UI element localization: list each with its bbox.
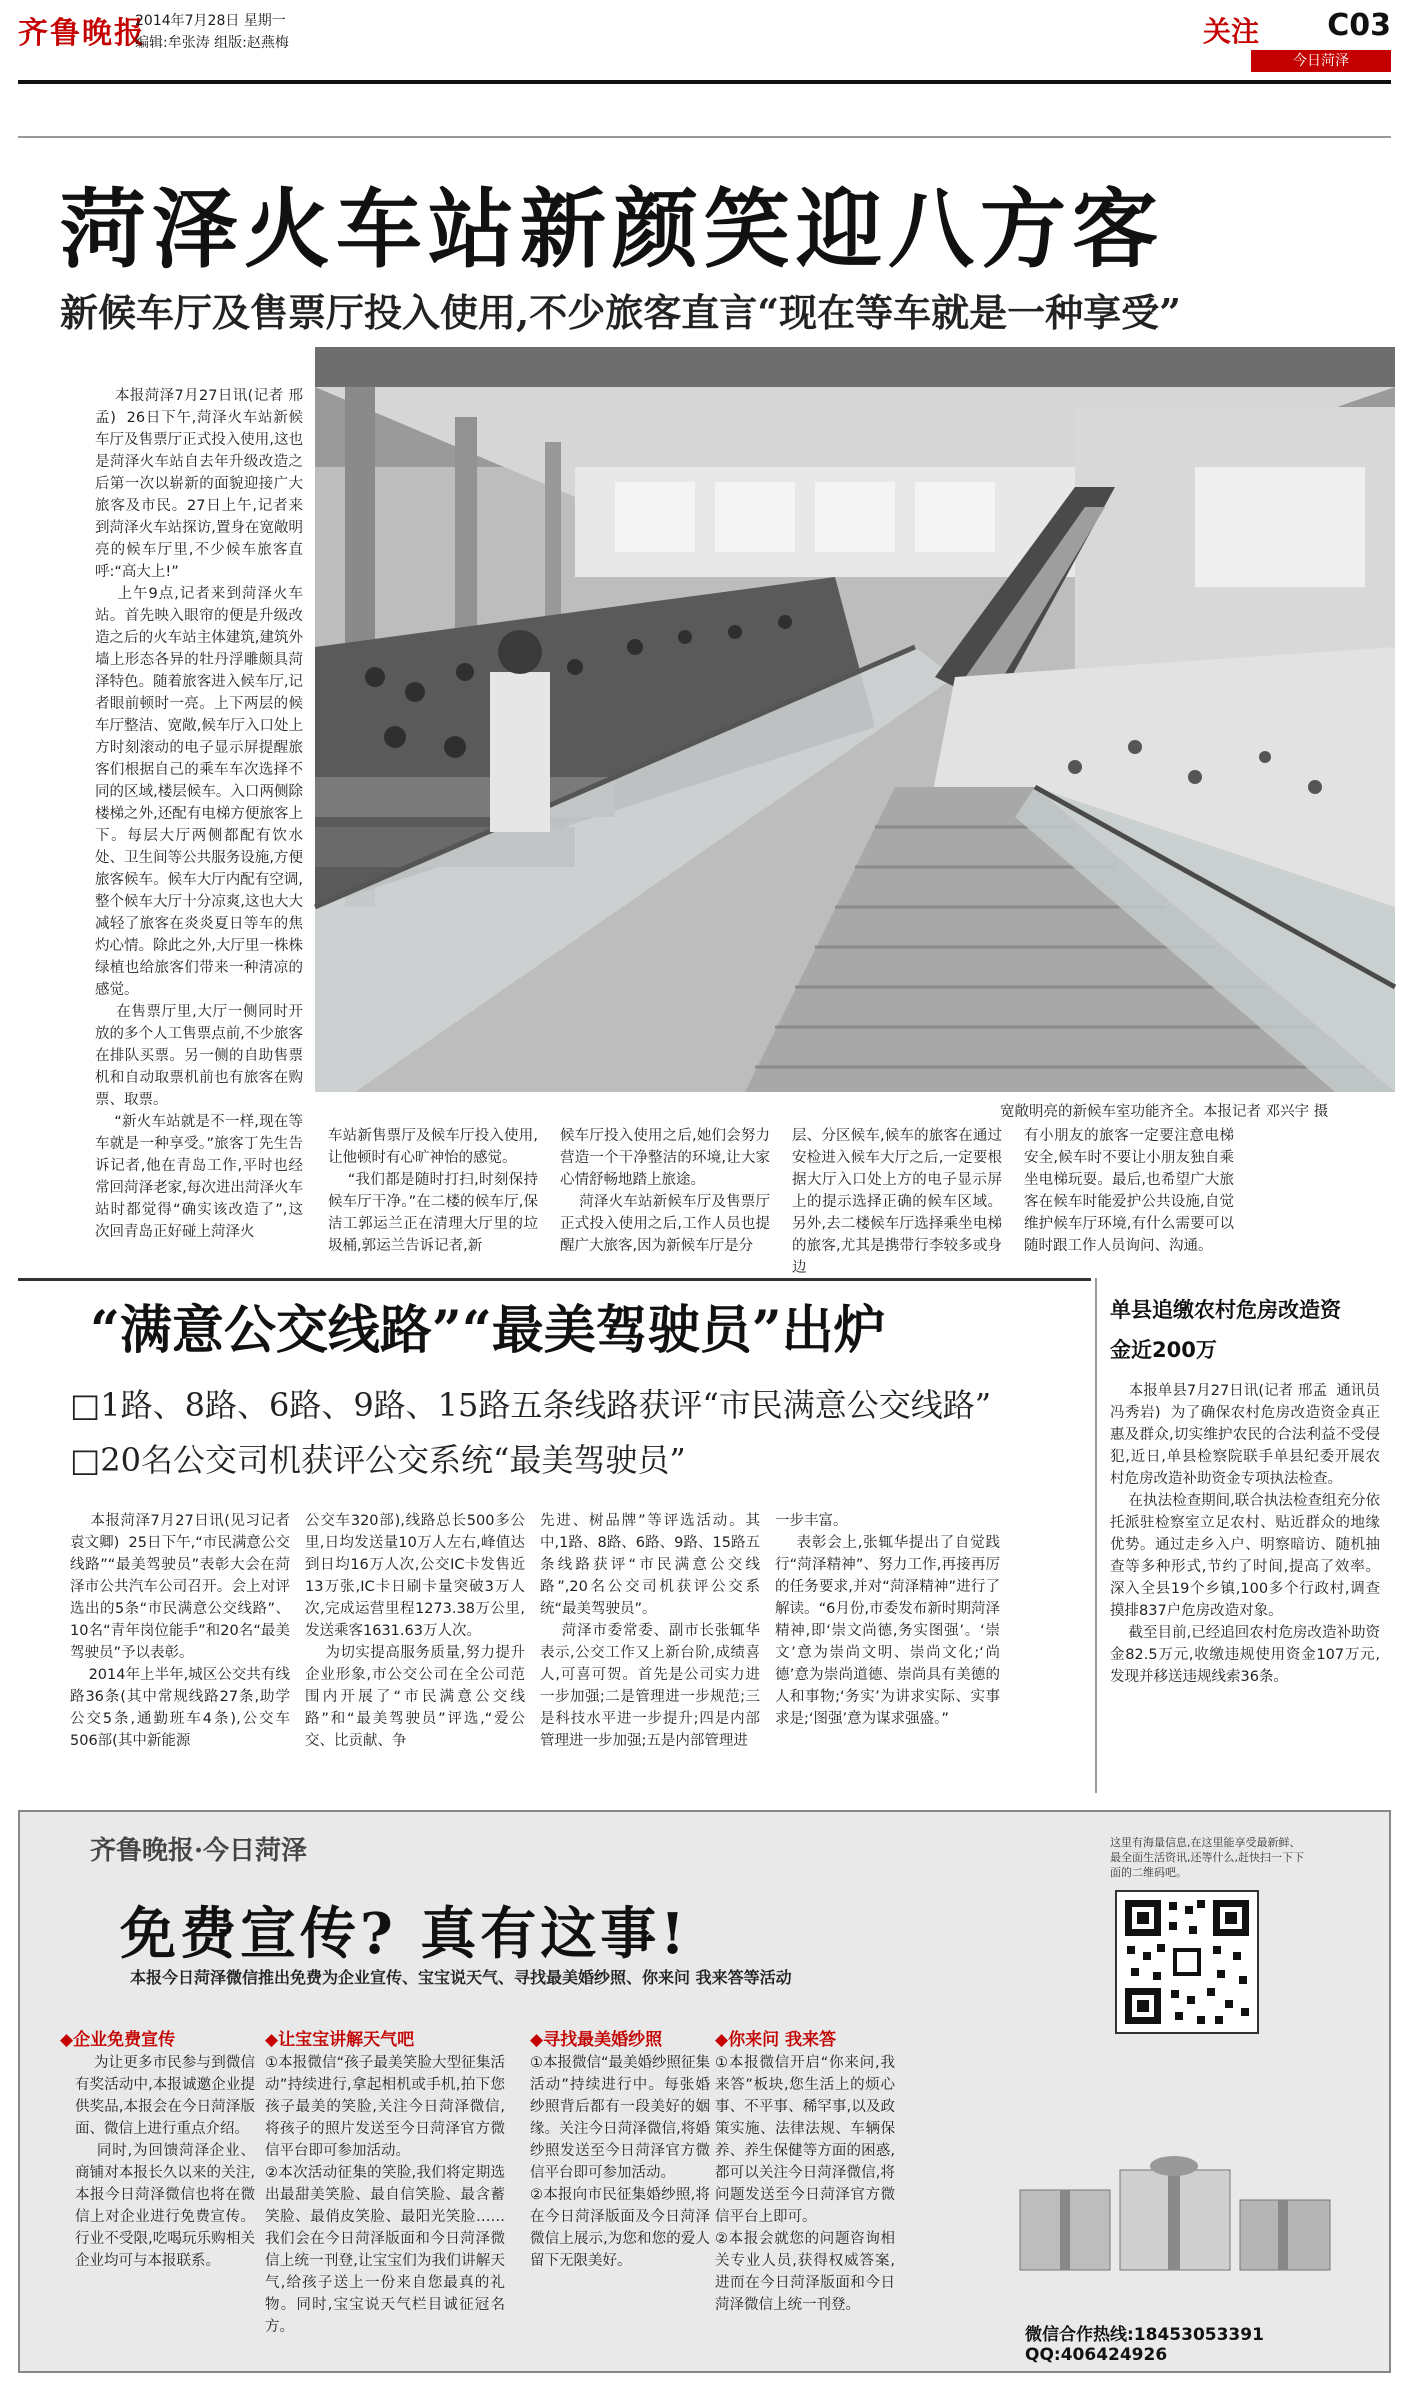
- article1-col1: 本报菏泽7月27日讯(记者 邢孟) 26日下午,菏泽火车站新候车厅及售票厅正式投入使用,这也是菏泽火车站自去年升级改造之后第一次以崭新的面貌迎接广大旅客及市民。27日上午,记者来到菏泽火车站探访,置身在宽敞明亮的候车厅里,不少候车旅客直呼:“高大上!” 上午9点,记者来到菏泽火车站。首先映入眼帘的便是升级改造之后的火车站主体建筑,建筑外墙上形态各异的牡丹浮雕颇具菏泽特色。随着旅客进入候车厅,记者眼前顿时一亮。上下两层的候车厅整洁、宽敞,候车厅入口处上方时刻滚动的电子显示屏提醒旅客们根据自己的乘车车次选择不同的区域,楼层候车。入口两侧除楼梯之外,还配有电梯方便旅客上下。每层大厅两侧都配有饮水处、卫生间等公共服务设施,方便旅客候车。候车大厅内配有空调,整个候车大厅十分凉爽,这也大大减轻了旅客在炎炎夏日等车的焦灼心情。除此之外,大厅里一株株绿植也给旅客们带来一种清凉的感觉。 在售票厅里,大厅一侧同时开放的多个人工售票点前,不少旅客在排队买票。另一侧的自助售票机和自动取票机前也有旅客在购票、取票。 “新火车站就是不一样,现在等车就是一种享受。”旅客丁先生告诉记者,他在青岛工作,平时也经常回菏泽老家,每次进出菏泽火车站时都觉得“确实该改造了”,这次回青岛正好碰上菏泽火: [95, 388, 304, 1240]
- article2-col2: 公交车320部),线路总长500多公里,日均发送量10万人左右,峰值达到日均16万人次,公交IC卡发售近13万张,IC卡日刷卡量突破3万人次,完成运营里程1273.38万公里,发送乘客1631.63万人次。 为切实提高服务质量,努力提升企业形象,市公交公司在全公司范围内开展了“市民满意公交线路”和“最美驾驶员”评选,“爱公交、比贡献、争: [305, 1513, 526, 1749]
- promo-col2-body: ①本报微信“孩子最美笑脸大型征集活动”持续进行,拿起相机或手机,拍下您孩子最美的笑脸,关注今日菏泽微信,将孩子的照片发送至今日菏泽官方微信平台即可参加活动。 ②本次活动征集的笑脸,我们将定期选出最甜美笑脸、最自信笑脸、最含蓄笑脸、最俏皮笑脸、最阳光笑脸……我们会在今日菏泽版面和今日菏泽微信上统一刊登,让宝宝们为我们讲解天气,给孩子送上一份来自您最真的礼物。同时,宝宝说天气栏目诚征冠名方。: [265, 2055, 505, 2335]
- article2-col4: 一步丰富。 表彰会上,张辄华提出了自觉践行“菏泽精神”、努力工作,再接再厉的任务要求,并对“菏泽精神”进行了解读。“6月份,市委发布新时期菏泽精神,即‘崇文尚德,务实图强’。‘崇文’意为崇尚文明、崇尚文化;‘尚德’意为崇尚道德、崇尚具有美德的人和事物;‘务实’为讲求实际、实事求是;‘图强’意为谋求强盛。”: [775, 1513, 1001, 1727]
- promo-subtitle: 本报今日菏泽微信推出免费为企业宣传、宝宝说天气、寻找最美婚纱照、你来问 我来答等活动: [130, 1968, 792, 1987]
- article-divider: [18, 1278, 1091, 1281]
- header-rule-thin: [18, 136, 1391, 138]
- article1-headline: 菏泽火车站新颜笑迎八方客: [60, 179, 1164, 280]
- promo-hotline: 微信合作热线:18453053391: [1025, 2325, 1264, 2345]
- article1-col2: 车站新售票厅及候车厅投入使用,让他顿时有心旷神怡的感觉。 “我们都是随时打扫,时刻保持候车厅干净。”在二楼的候车厅,保洁工郭运兰正在清理大厅里的垃圾桶,郭运兰告诉记者,新: [328, 1128, 538, 1254]
- promo-col2-title: ◆让宝宝讲解天气吧: [265, 2030, 415, 2050]
- gift-box-icon: [1010, 2130, 1340, 2275]
- promo-col3-title: ◆寻找最美婚纱照: [530, 2030, 663, 2050]
- qr-code-icon[interactable]: [1115, 1890, 1259, 2034]
- article1-col4: 层、分区候车,候车的旅客在通过安检进入候车大厅之后,一定要根据大厅入口处上方的电子显示屏上的提示选择正确的候车区域。另外,去二楼候车厅选择乘坐电梯的旅客,尤其是携带行李较多或身边: [792, 1128, 1002, 1276]
- promo-col4-body: ①本报微信开启“你来问,我来答”板块,您生活上的烦心事、不平事、稀罕事,以及政策实施、法律法规、车辆保养、养生保健等方面的困惑,都可以关注今日菏泽微信,将问题发送至今日菏泽官方微信平台上即可。 ②本报会就您的问题咨询相关专业人员,获得权威答案,进而在今日菏泽版面和今日菏泽微信上统一刊登。: [715, 2055, 895, 2313]
- article2-headline: “满意公交线路”“最美驾驶员”出炉: [90, 1300, 886, 1361]
- article2-col1: 本报菏泽7月27日讯(见习记者 袁文卿) 25日下午,“市民满意公交线路”“最美驾驶员”表彰大会在菏泽市公共汽车公司召开。会上对评选出的5条“市民满意公交线路”、10名“青年岗位能手”和20名“最美驾驶员”予以表彰。 2014年上半年,城区公交共有线路36条(其中常规线路27条,助学公交5条,通勤班车4条),公交车506部(其中新能源: [70, 1513, 290, 1749]
- section-title: 关注: [1202, 15, 1259, 48]
- header-rule: [18, 80, 1391, 84]
- article2-sub2: □20名公交司机获评公交系统“最美驾驶员”: [70, 1441, 686, 1479]
- article1-col3: 候车厅投入使用之后,她们会努力营造一个干净整洁的环境,让大家心情舒畅地踏上旅途。 菏泽火车站新候车厅及售票厅正式投入使用之后,工作人员也提醒广大旅客,因为新候车厅是分: [560, 1128, 770, 1254]
- qr-note: 这里有海量信息,在这里能享受最新鲜、最全面生活资讯,还等什么,赶快扫一下下面的二维码吧。: [1110, 1836, 1304, 1879]
- promo-title: 免费宣传? 真有这事!: [120, 1901, 689, 1967]
- page-number: C03: [1327, 8, 1391, 43]
- issue-date: 2014年7月28日 星期一: [135, 13, 286, 29]
- article1-col5: 有小朋友的旅客一定要注意电梯安全,候车时不要让小朋友独自乘坐电梯玩耍。最后,也希望广大旅客在候车时能爱护公共设施,自觉维护候车厅环境,有什么需要可以随时跟工作人员询问、沟通。: [1024, 1128, 1234, 1254]
- article2-col3: 先进、树品牌”等评选活动。其中,1路、8路、6路、9路、15路五条线路获评“市民满意公交线路”,20名公交司机获评公交系统“最美驾驶员”。 菏泽市委常委、副市长张辄华表示,公交工作又上新台阶,成绩喜人,可喜可贺。首先是公司实力进一步加强;二是管理进一步规范;三是科技水平进一步提升;四是内部管理进一步加强;五是内部管理进: [540, 1513, 760, 1749]
- photo-caption: 宽敞明亮的新候车室功能齐全。本报记者 邓兴宇 摄: [1000, 1104, 1329, 1120]
- article1-subheadline: 新候车厅及售票厅投入使用,不少旅客直言“现在等车就是一种享受”: [60, 290, 1181, 335]
- article3-headline: 单县追缴农村危房改造资金近200万: [1110, 1298, 1341, 1362]
- subsection-badge: 今日菏泽: [1251, 50, 1391, 72]
- article2-sub1: □1路、8路、6路、9路、15路五条线路获评“市民满意公交线路”: [70, 1386, 992, 1424]
- promo-col1-body: 为让更多市民参与到微信有奖活动中,本报诚邀企业提供奖品,本报会在今日菏泽版面、微信上进行重点介绍。 同时,为回馈菏泽企业、商铺对本报长久以来的关注,本报今日菏泽微信也将在微信上对企业进行免费宣传。行业不受限,吃喝玩乐购相关企业均可与本报联系。: [75, 2055, 256, 2269]
- newspaper-logo: 齐鲁晚报: [18, 16, 146, 51]
- editor-credits: 编辑:牟张涛 组版:赵燕梅: [135, 35, 289, 51]
- promo-qq: QQ:406424926: [1025, 2345, 1168, 2365]
- promo-col3-body: ①本报微信“最美婚纱照征集活动”持续进行中。每张婚纱照背后都有一段美好的姻缘。关注今日菏泽微信,将婚纱照发送至今日菏泽官方微信平台即可参加活动。 ②本报向市民征集婚纱照,将在今日菏泽版面及今日菏泽微信上展示,为您和您的爱人留下无限美好。: [530, 2055, 711, 2269]
- promo-col1-title: ◆企业免费宣传: [60, 2030, 176, 2050]
- promo-col4-title: ◆你来问 我来答: [715, 2030, 836, 2050]
- promo-brand: 齐鲁晚报·今日菏泽: [90, 1836, 308, 1866]
- article3-body: 本报单县7月27日讯(记者 邢孟 通讯员 冯秀岩) 为了确保农村危房改造资金真正惠及群众,切实维护农民的合法利益不受侵犯,近日,单县检察院联手单县纪委开展农村危房改造补助资金专项执法检查。 在执法检查期间,联合执法检查组充分依托派驻检察室立足农村、贴近群众的地缘优势。通过走乡入户、明察暗访、随机抽查等多种形式,节约了时间,提高了效率。深入全县19个乡镇,100多个行政村,调查摸排837户危房改造对象。 截至目前,已经追回农村危房改造补助资金82.5万元,收缴违规使用资金107万元,发现并移送违规线索36条。: [1110, 1383, 1381, 1685]
- station-hall-photo: [315, 347, 1395, 1092]
- column-divider: [1095, 1278, 1097, 1793]
